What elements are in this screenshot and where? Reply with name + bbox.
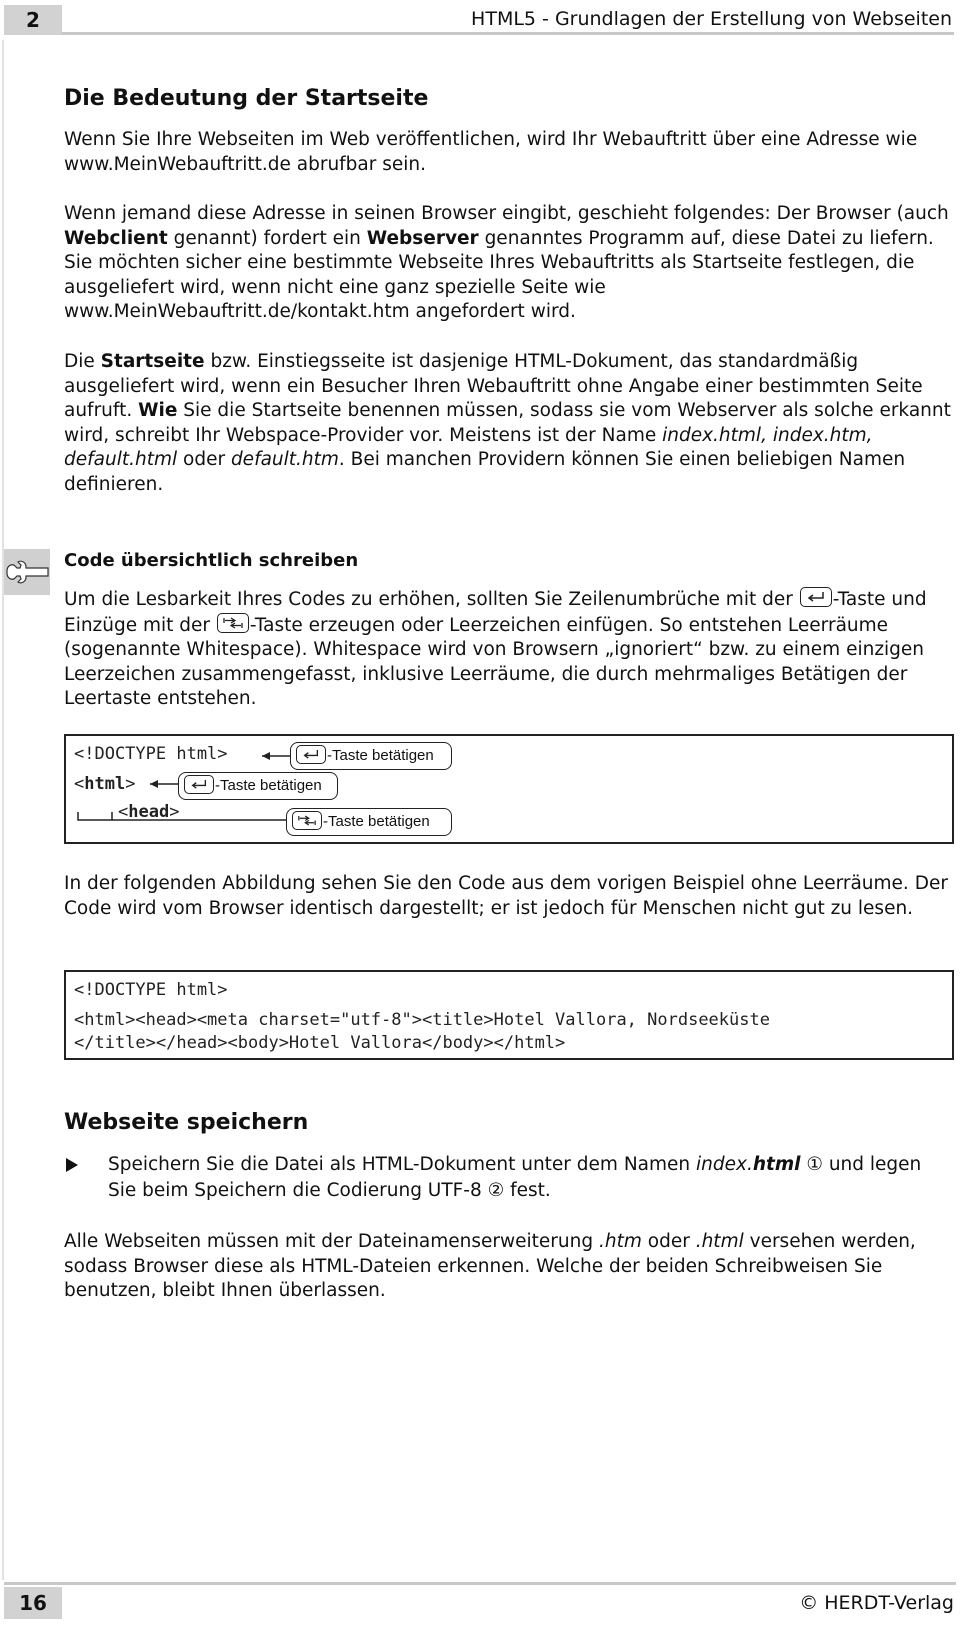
- code1-line2: <html>: [74, 774, 136, 794]
- bullet-text: Speichern Sie die Datei als HTML-Dokument unter dem Namen index.html ① und legen Sie beim Speichern die Codierung UTF-8 ② fest.: [108, 1154, 922, 1201]
- paragraph-1: Wenn Sie Ihre Webseiten im Web veröffentlichen, wird Ihr Webauftritt über eine Adresse wie www.MeinWebauftritt.de abrufbar sein.: [64, 129, 918, 175]
- code2-line3: </title></head><body>Hotel Vallora</body></html>: [74, 1033, 566, 1053]
- code-example-formatted: [64, 734, 954, 844]
- callout-enter-2: -Taste betätigen: [178, 772, 338, 800]
- paragraph-without-whitespace: In der folgenden Abbildung sehen Sie den Code aus dem vorigen Beispiel ohne Leerräume. Der Code wird vom Browser identisch dargestellt; er ist jedoch für Menschen nicht gut zu lesen.: [64, 873, 948, 919]
- paragraph-2: Wenn jemand diese Adresse in seinen Browser eingibt, geschieht folgendes: Der Browser (auch Webclient genannt) fordert ein Webserver genanntes Programm auf, diese Datei zu liefern. Sie möchten sicher eine bestimmte Webseite Ihres Webauftritts als Startseite festlegen, die ausgeliefert wird, wenn nicht eine ganz spezielle Seite wie www.MeinWebauftritt.de/kontakt.htm angefordert wird.: [64, 203, 949, 322]
- page-header: [0, 2, 960, 38]
- section-heading-startseite: Die Bedeutung der Startseite: [64, 86, 429, 111]
- code2-line2: <html><head><meta charset="utf-8"><title>Hotel Vallora, Nordseeküste: [74, 1010, 770, 1030]
- code2-line1: <!DOCTYPE html>: [74, 980, 228, 1000]
- tab-key-icon: [217, 613, 249, 633]
- footer-publisher: © HERDT-Verlag: [799, 1592, 954, 1614]
- enter-key-icon: [800, 587, 832, 607]
- section-heading-speichern: Webseite speichern: [64, 1110, 309, 1135]
- tip-heading: Code übersichtlich schreiben: [64, 550, 359, 571]
- header-title: HTML5 - Grundlagen der Erstellung von Webseiten: [471, 8, 952, 30]
- paragraph-extensions: Alle Webseiten müssen mit der Dateinamenserweiterung .htm oder .html versehen werden, sodass Browser diese als HTML-Dateien erkennen. Welche der beiden Schreibweisen Sie benutzen, bleibt Ihnen überlassen.: [64, 1231, 916, 1301]
- footer-page-number: 16: [4, 1587, 62, 1619]
- enter-key-icon: [184, 775, 214, 794]
- code-example-compact: [64, 970, 954, 1060]
- paragraph-3: Die Startseite bzw. Einstiegsseite ist dasjenige HTML-Dokument, das standardmäßig ausgeliefert wird, wenn ein Besucher Ihren Webauftritt ohne Angabe einer bestimmten Seite aufruft. Wie Sie die Startseite benennen müssen, sodass sie vom Webserver als solche erkannt wird, schreibt Ihr Webspace-Provider vor. Meistens ist der Name index.html, index.htm, default.html oder default.htm. Bei manchen Providern können Sie einen beliebigen Namen definieren.: [64, 351, 951, 495]
- tip-paragraph: Um die Lesbarkeit Ihres Codes zu erhöhen, sollten Sie Zeilenumbrüche mit der -Taste und Einzüge mit der -Taste erzeugen oder Leerzeichen einfügen. So entstehen Leerräume (sogenannte Whitespace). Whitespace wird von Browsern „ignoriert“ bzw. zu einem einzigen Leerzeichen zusammengefasst, inklusive Leerräume, die durch mehrmaliges Betätigen der Leertaste entstehen.: [64, 589, 927, 709]
- code1-line3: <head>: [118, 802, 180, 822]
- wrench-icon: [4, 549, 50, 595]
- header-rule: [62, 32, 954, 35]
- callout-enter-1: -Taste betätigen: [290, 742, 452, 770]
- enter-key-icon: [296, 745, 326, 764]
- bullet-triangle-icon: [66, 1158, 78, 1172]
- tab-key-icon: [292, 811, 322, 830]
- code1-line1: <!DOCTYPE html>: [74, 744, 228, 764]
- left-margin-line: [2, 40, 4, 1580]
- callout-tab: -Taste betätigen: [286, 808, 452, 836]
- header-page-number: 2: [4, 5, 62, 35]
- instruction-bullet: [64, 1152, 954, 1204]
- footer-rule: [4, 1582, 956, 1585]
